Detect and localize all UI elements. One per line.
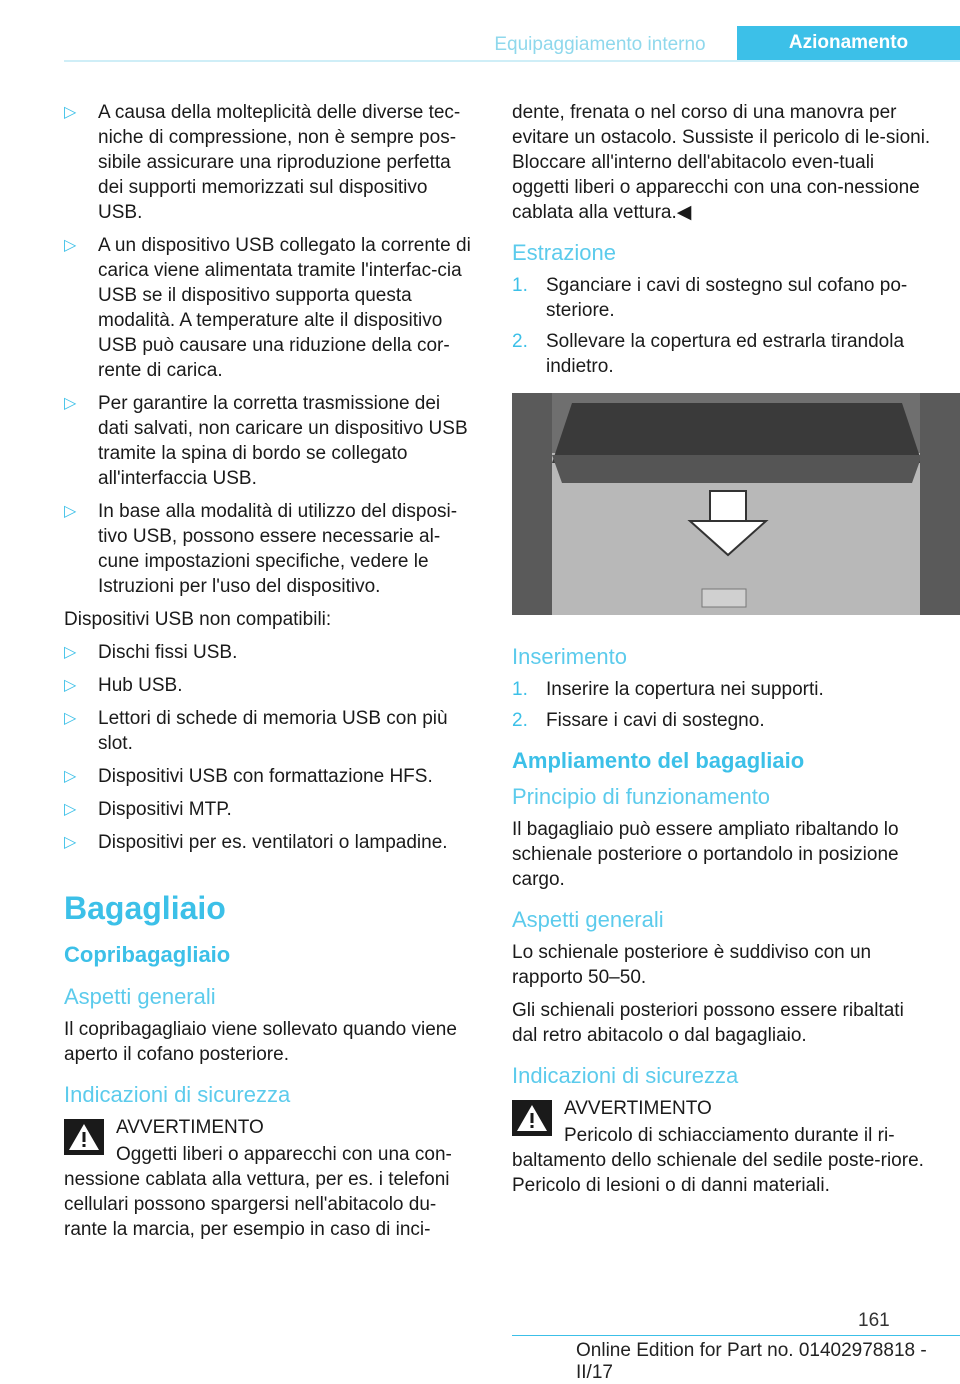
heading-ampliamento: Ampliamento del bagagliaio bbox=[512, 748, 805, 773]
triangle-bullet-icon: ▷ bbox=[64, 768, 77, 785]
triangle-bullet-icon: ▷ bbox=[64, 801, 77, 818]
warning-text: Oggetti liberi o apparecchi con una con-nessione cablata alla vettura, per es. i telefoni cellulari possono spargersi nell'abitacolo du-rante la marcia, per esempio in caso di inci- bbox=[64, 1144, 452, 1240]
heading-aspetti-generali: Aspetti generali bbox=[64, 984, 216, 1009]
footer-rule bbox=[512, 1335, 960, 1336]
warning-continuation: dente, frenata o nel corso di una manovra per evitare un ostacolo. Sussiste il pericolo di le-sioni. Bloccare all'interno dell'abitacolo even-tuali oggetti liberi o apparecchi con una con-nessione cablata alla vettura.◀ bbox=[512, 102, 931, 223]
paragraph-aspetti-1: Lo schienale posteriore è suddiviso con un rapporto 50–50. bbox=[512, 942, 872, 988]
triangle-bullet-icon: ▷ bbox=[64, 104, 77, 121]
heading-inserimento: Inserimento bbox=[512, 644, 627, 669]
list-item: ▷ In base alla modalità di utilizzo del disposi-tivo USB, possono essere necessarie al-cune impostazioni specifiche, vedere le Istruzioni per l'uso del dispositivo. bbox=[64, 501, 458, 597]
incompatible-list bbox=[64, 640, 474, 855]
heading-estrazione: Estrazione bbox=[512, 240, 616, 265]
heading-indicazioni-sicurezza: Indicazioni di sicurezza bbox=[64, 1082, 291, 1107]
warning-title: AVVERTIMENTO bbox=[116, 1117, 264, 1138]
warning-text: Pericolo di schiacciamento durante il ri-baltamento dello schienale del sedile poste-riore. Pericolo di lesioni o di danni materiali. bbox=[512, 1125, 924, 1196]
triangle-bullet-icon: ▷ bbox=[64, 710, 77, 727]
triangle-bullet-icon: ▷ bbox=[64, 503, 77, 520]
list-item: ▷ Dispositivi USB con formattazione HFS. bbox=[64, 766, 433, 787]
luggage-cover-photo bbox=[512, 393, 960, 615]
inserimento-steps bbox=[512, 677, 932, 733]
heading-principio: Principio di funzionamento bbox=[512, 784, 771, 809]
page-number: 161 bbox=[858, 1310, 890, 1331]
list-item: ▷ A un dispositivo USB collegato la corrente di carica viene alimentata tramite l'interfac-cia USB se il dispositivo supporta questa modalità. A temperature alte il dispositivo USB può causare una riduzione della cor-rente di carica. bbox=[64, 235, 471, 381]
warning-title: AVVERTIMENTO bbox=[564, 1098, 712, 1119]
edition-note: Online Edition for Part no. 01402978818 - II/17 bbox=[576, 1340, 927, 1383]
list-item: ▷ Lettori di schede di memoria USB con più slot. bbox=[64, 708, 448, 754]
header-rule bbox=[64, 60, 960, 62]
triangle-bullet-icon: ▷ bbox=[64, 395, 77, 412]
heading-copribagagliaio: Copribagagliaio bbox=[64, 942, 231, 967]
section-title-bagagliaio: Bagagliaio bbox=[64, 890, 226, 926]
paragraph-principio: Il bagagliaio può essere ampliato ribaltando lo schienale posteriore o portandolo in posizione cargo. bbox=[512, 819, 899, 890]
list-item: ▷ Hub USB. bbox=[64, 675, 183, 696]
incompatible-label: Dispositivi USB non compatibili: bbox=[64, 609, 332, 630]
list-item: 1. Inserire la copertura nei supporti. bbox=[512, 679, 824, 700]
warning-triangle-icon bbox=[64, 1119, 104, 1155]
list-item: ▷ Dispositivi MTP. bbox=[64, 799, 232, 820]
triangle-bullet-icon: ▷ bbox=[64, 237, 77, 254]
list-item: ▷ Per garantire la corretta trasmissione dei dati salvati, non caricare un dispositivo USB tramite la spina di bordo se collegato all'interfaccia USB. bbox=[64, 393, 468, 489]
right-column bbox=[512, 100, 932, 1206]
estrazione-steps bbox=[512, 273, 932, 379]
list-item: 2. Fissare i cavi di sostegno. bbox=[512, 710, 765, 731]
warning-triangle-icon bbox=[512, 1100, 552, 1136]
warning-block bbox=[512, 1096, 932, 1121]
list-item: 2. Sollevare la copertura ed estrarla tirandola indietro. bbox=[512, 331, 905, 377]
list-item: ▷ Dischi fissi USB. bbox=[64, 642, 238, 663]
triangle-bullet-icon: ▷ bbox=[64, 644, 77, 661]
triangle-bullet-icon: ▷ bbox=[64, 834, 77, 851]
list-item: ▷ Dispositivi per es. ventilatori o lampadine. bbox=[64, 832, 448, 853]
paragraph-aspetti-2: Gli schienali posteriori possono essere ribaltati dal retro abitacolo o dal bagagliaio. bbox=[512, 1000, 904, 1046]
triangle-bullet-icon: ▷ bbox=[64, 677, 77, 694]
list-item: 1. Sganciare i cavi di sostegno sul cofano po-steriore. bbox=[512, 275, 908, 321]
heading-indicazioni-sicurezza: Indicazioni di sicurezza bbox=[512, 1063, 739, 1088]
paragraph-aspetti: Il copribagagliaio viene sollevato quando viene aperto il cofano posteriore. bbox=[64, 1019, 457, 1065]
list-item: ▷ A causa della molteplicità delle diverse tec-niche di compressione, non è sempre pos-sibile assicurare una riproduzione perfetta dei supporti memorizzati sul dispositivo USB. bbox=[64, 102, 461, 223]
header-section: Equipaggiamento interno bbox=[494, 34, 706, 55]
warning-block bbox=[64, 1115, 474, 1140]
left-column bbox=[64, 100, 474, 1250]
usb-notes-list bbox=[64, 100, 474, 599]
header-chapter-tab[interactable]: Azionamento bbox=[737, 26, 960, 60]
heading-aspetti-generali: Aspetti generali bbox=[512, 907, 664, 932]
